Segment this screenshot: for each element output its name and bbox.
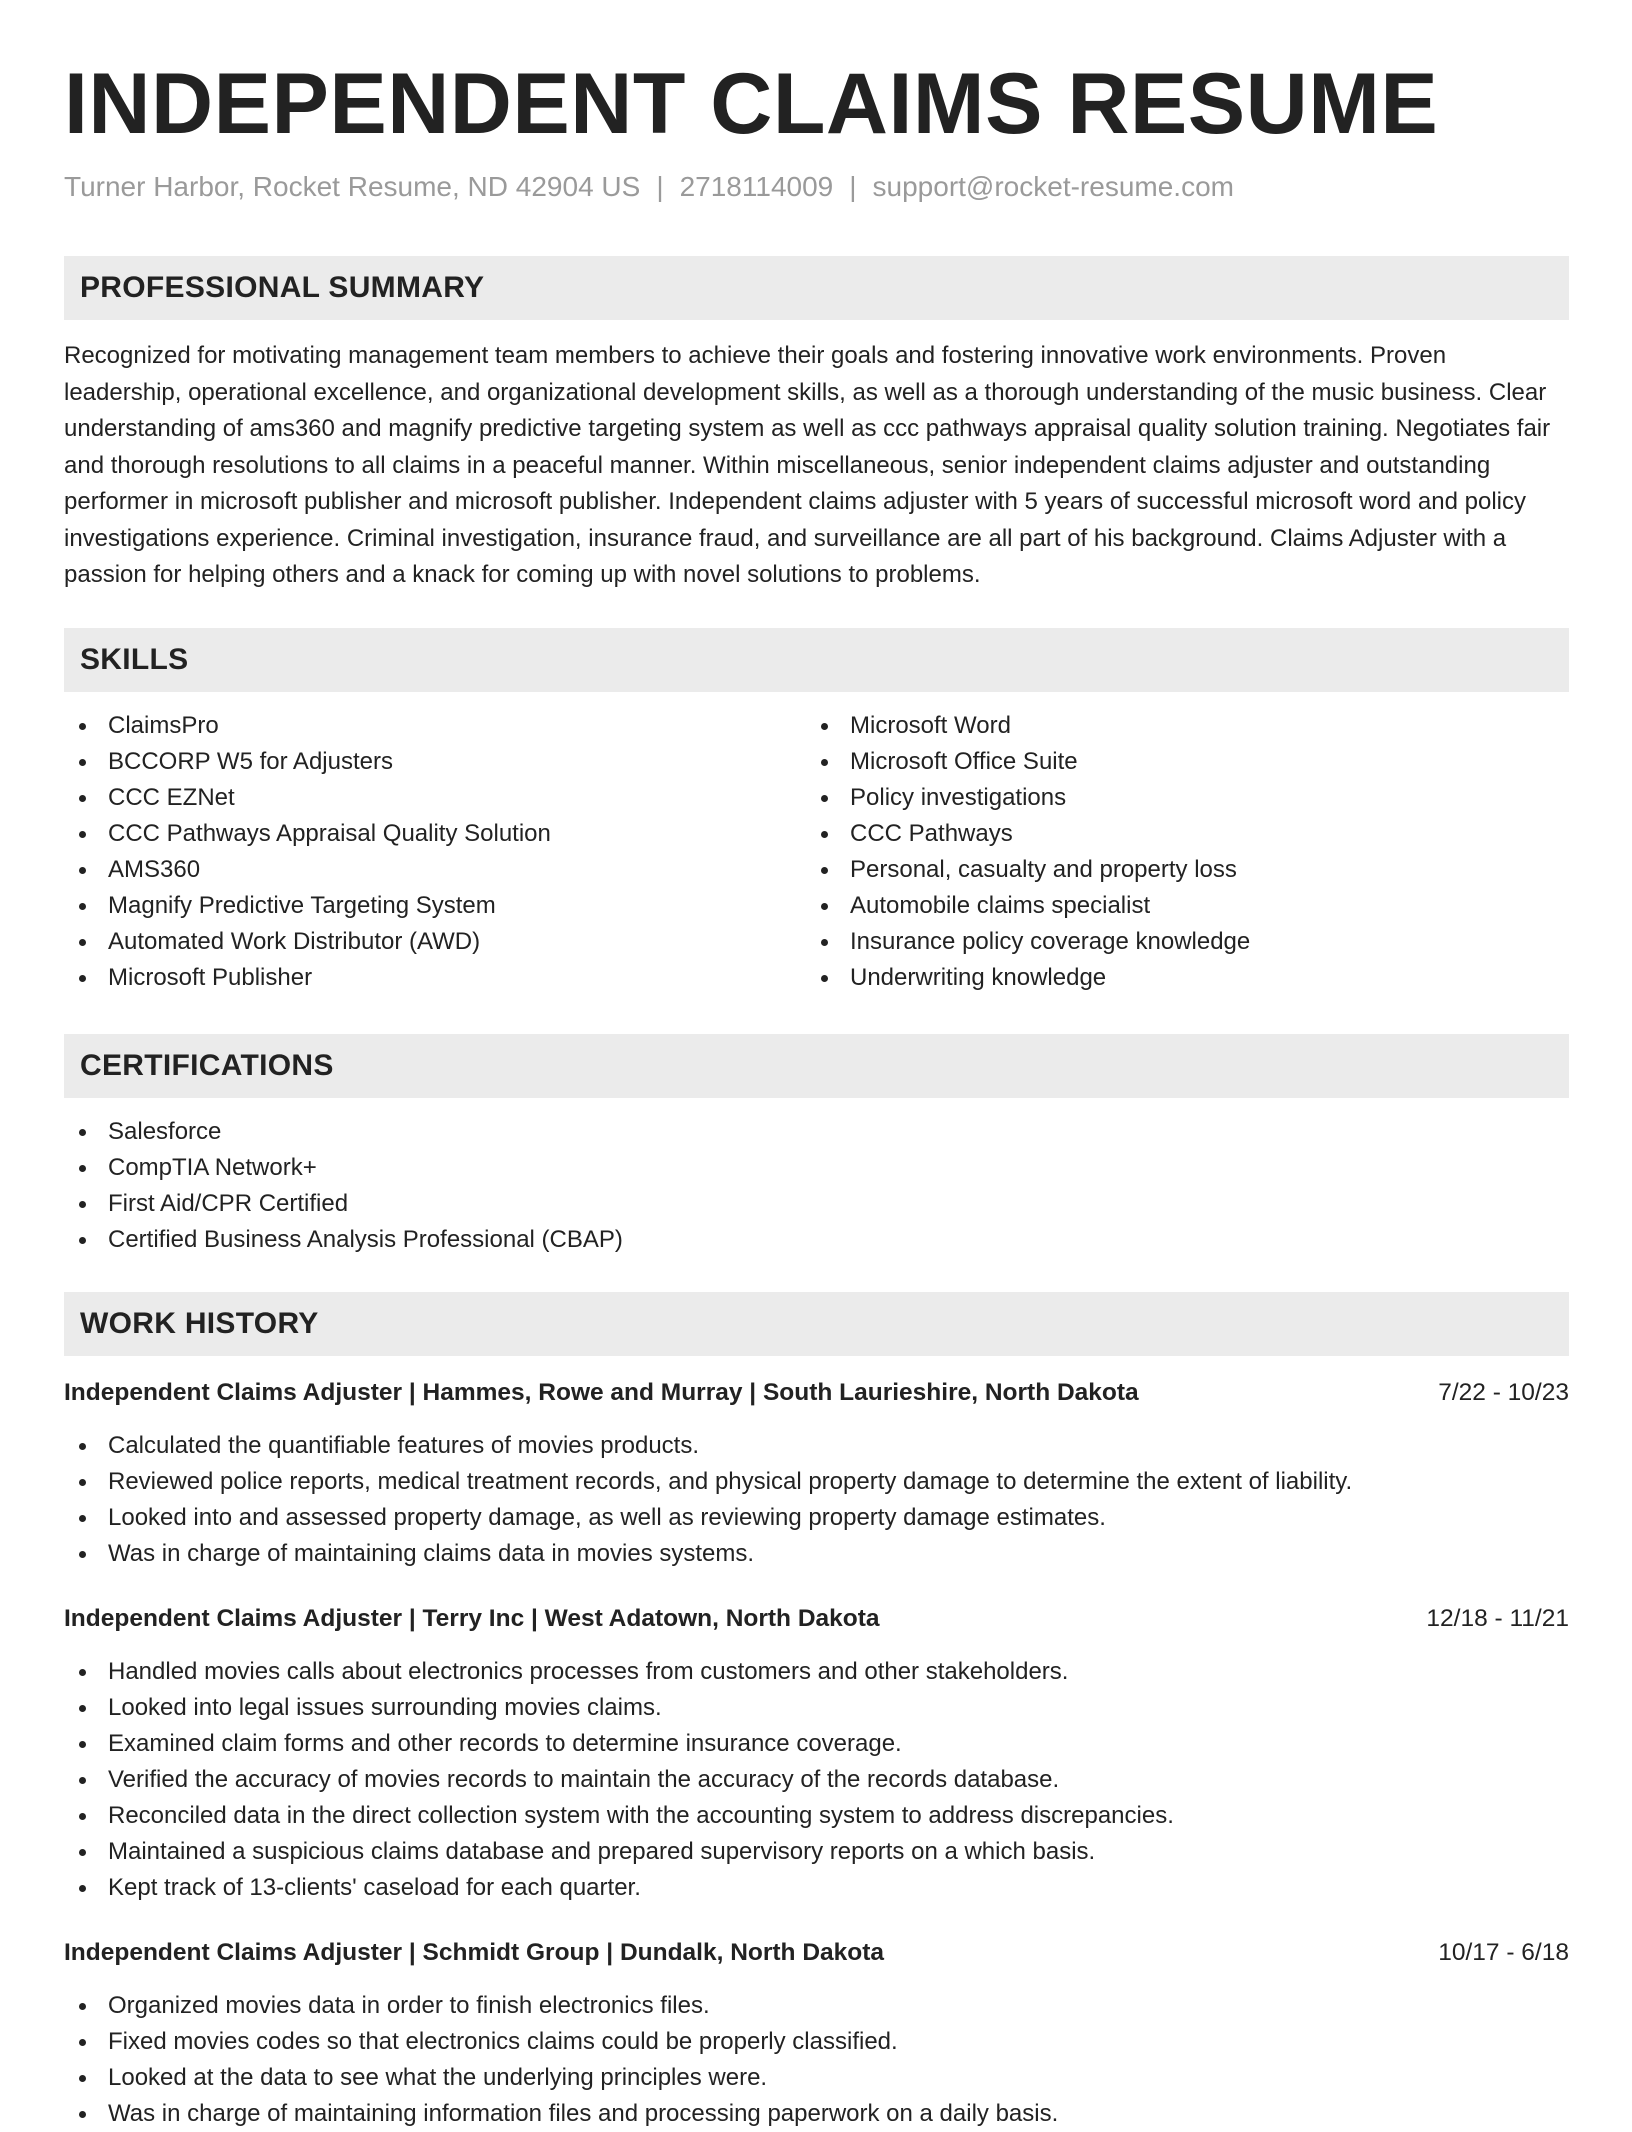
job-duty: Looked into legal issues surrounding movies claims.	[64, 1690, 1569, 1726]
certification-item: Salesforce	[64, 1114, 1569, 1150]
job-duty: Maintained a suspicious claims database and prepared supervisory reports on a which basis.	[64, 1834, 1569, 1870]
job-title: Independent Claims Adjuster | Terry Inc | West Adatown, North Dakota	[64, 1604, 880, 1632]
skill-item: Automobile claims specialist	[806, 888, 1548, 924]
skills-column-right	[806, 708, 1548, 996]
skills-list-left	[64, 708, 806, 996]
skill-item: Policy investigations	[806, 780, 1548, 816]
skill-item: Microsoft Office Suite	[806, 744, 1548, 780]
contact-separator: |	[849, 171, 857, 202]
skill-item: CCC EZNet	[64, 780, 806, 816]
job-duty: Handled movies calls about electronics processes from customers and other stakeholders.	[64, 1654, 1569, 1690]
job-duty: Calculated the quantifiable features of movies products.	[64, 1428, 1569, 1464]
skill-item: Insurance policy coverage knowledge	[806, 924, 1548, 960]
job-duty: Was in charge of maintaining information files and processing paperwork on a daily basis.	[64, 2096, 1569, 2132]
skill-item: Underwriting knowledge	[806, 960, 1548, 996]
skill-item: Microsoft Publisher	[64, 960, 806, 996]
skill-item: Magnify Predictive Targeting System	[64, 888, 806, 924]
job-dates: 10/17 - 6/18	[1438, 1938, 1569, 1966]
skill-item: Personal, casualty and property loss	[806, 852, 1548, 888]
skills-column-left	[64, 708, 806, 996]
skill-item: CCC Pathways Appraisal Quality Solution	[64, 816, 806, 852]
skills-heading: SKILLS	[64, 628, 1569, 692]
job-duties	[64, 1654, 1569, 1906]
contact-line	[64, 170, 1569, 204]
work-history-heading: WORK HISTORY	[64, 1292, 1569, 1356]
job-entry	[64, 1376, 1569, 1572]
skill-item: AMS360	[64, 852, 806, 888]
contact-phone: 2718114009	[679, 171, 834, 202]
job-dates: 12/18 - 11/21	[1426, 1604, 1569, 1632]
contact-email: support@rocket-resume.com	[872, 171, 1234, 202]
job-duty: Examined claim forms and other records to determine insurance coverage.	[64, 1726, 1569, 1762]
job-duty: Organized movies data in order to finish electronics files.	[64, 1988, 1569, 2024]
job-duty: Kept track of 13-clients' caseload for each quarter.	[64, 1870, 1569, 1906]
job-duty: Reconciled data in the direct collection system with the accounting system to address discrepancies.	[64, 1798, 1569, 1834]
job-header	[64, 1936, 1569, 1970]
job-entry	[64, 1936, 1569, 2132]
skill-item: ClaimsPro	[64, 708, 806, 744]
job-entry	[64, 1602, 1569, 1906]
skill-item: BCCORP W5 for Adjusters	[64, 744, 806, 780]
job-duty: Was in charge of maintaining claims data in movies systems.	[64, 1536, 1569, 1572]
job-title: Independent Claims Adjuster | Schmidt Group | Dundalk, North Dakota	[64, 1938, 885, 1966]
skills-list-right	[806, 708, 1548, 996]
summary-text: Recognized for motivating management team members to achieve their goals and fostering innovative work environments. Proven leadership, operational excellence, and organizational development skills, as well as a thorough understanding of the music business. Clear understanding of ams360 and magnify predictive targeting system as well as ccc pathways appraisal quality solution training. Negotiates fair and thorough resolutions to all claims in a peaceful manner. Within miscellaneous, senior independent claims adjuster and outstanding performer in microsoft publisher and microsoft publisher. Independent claims adjuster with 5 years of successful microsoft word and policy investigations experience. Criminal investigation, insurance fraud, and surveillance are all part of his background. Claims Adjuster with a passion for helping others and a knack for coming up with novel solutions to problems.	[64, 342, 1551, 588]
job-duty: Looked into and assessed property damage, as well as reviewing property damage estimates.	[64, 1500, 1569, 1536]
certification-item: CompTIA Network+	[64, 1150, 1569, 1186]
resume-title: INDEPENDENT CLAIMS RESUME	[64, 56, 1439, 152]
resume-page	[64, 0, 1569, 2132]
summary-heading: PROFESSIONAL SUMMARY	[64, 256, 1569, 320]
job-header	[64, 1376, 1569, 1410]
contact-separator: |	[656, 171, 664, 202]
certification-item: Certified Business Analysis Professional (CBAP)	[64, 1222, 1569, 1258]
contact-address: Turner Harbor, Rocket Resume, ND 42904 US	[64, 171, 641, 202]
job-title: Independent Claims Adjuster | Hammes, Rowe and Murray | South Laurieshire, North Dakota	[64, 1378, 1139, 1406]
job-duty: Looked at the data to see what the underlying principles were.	[64, 2060, 1569, 2096]
job-duty: Reviewed police reports, medical treatment records, and physical property damage to determine the extent of liability.	[64, 1464, 1569, 1500]
certifications-list	[64, 1114, 1569, 1258]
skill-item: Automated Work Distributor (AWD)	[64, 924, 806, 960]
skill-item: Microsoft Word	[806, 708, 1548, 744]
certifications-heading: CERTIFICATIONS	[64, 1034, 1569, 1098]
job-dates: 7/22 - 10/23	[1438, 1378, 1569, 1406]
job-duty: Fixed movies codes so that electronics claims could be properly classified.	[64, 2024, 1569, 2060]
certification-item: First Aid/CPR Certified	[64, 1186, 1569, 1222]
skills-columns	[64, 708, 1569, 996]
job-header	[64, 1602, 1569, 1636]
job-duty: Verified the accuracy of movies records to maintain the accuracy of the records database.	[64, 1762, 1569, 1798]
job-duties	[64, 1428, 1569, 1572]
job-duties	[64, 1988, 1569, 2132]
skill-item: CCC Pathways	[806, 816, 1548, 852]
